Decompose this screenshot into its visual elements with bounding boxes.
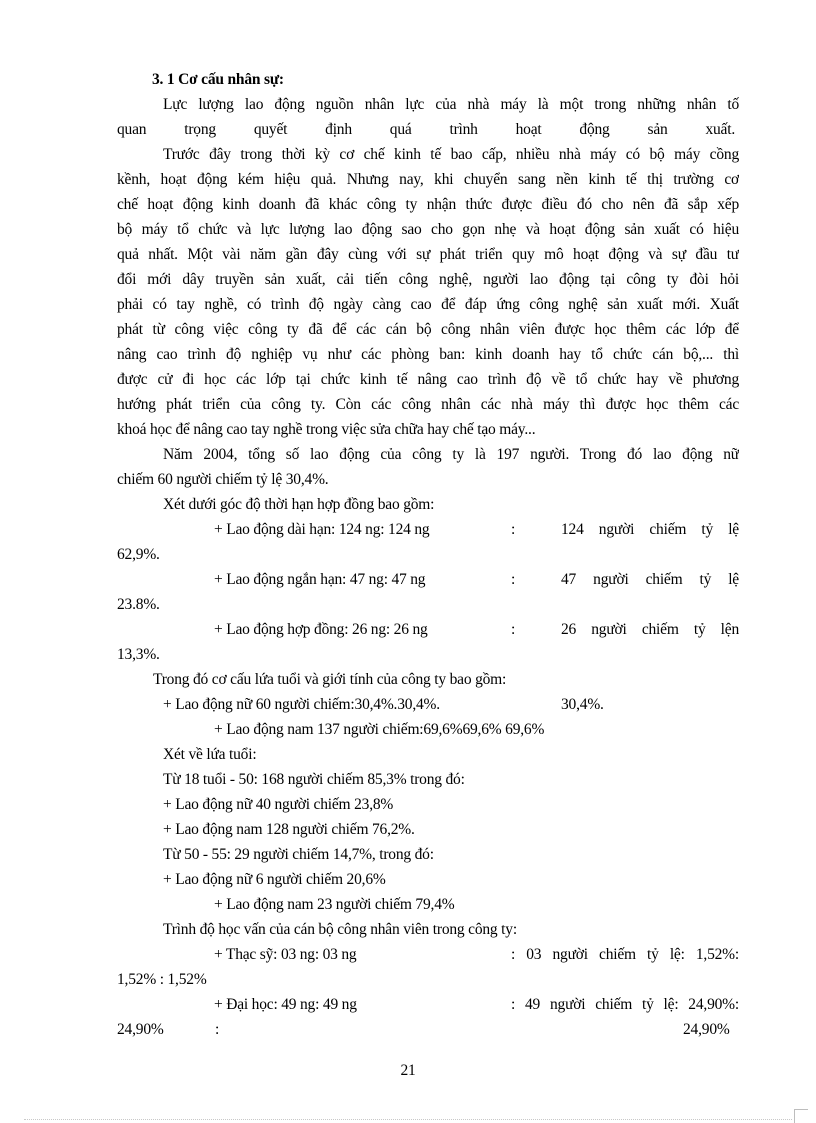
paragraph-line: bộ máy tổ chức và lực lượng lao động sao cho gọn nhẹ và hoạt động sản xuất có hiệu [117, 221, 739, 238]
contract-row-colon: : [511, 621, 516, 638]
contract-row-percent: 13,3%. [117, 646, 160, 663]
contract-row-colon: : [511, 571, 516, 588]
paragraph-line: nâng cao trình độ nghiệp vụ như các phòng ban: kinh doanh hay tổ chức cán bộ,... thì [117, 346, 739, 363]
contract-intro: Xét dưới góc độ thời hạn hợp đồng bao gồm: [163, 496, 435, 513]
age-group-female: + Lao động nữ 6 người chiếm 20,6% [163, 871, 386, 888]
contract-row-value: 47 người chiếm tỷ lệ [561, 571, 739, 588]
education-row-continuation: 24,90% [683, 1021, 730, 1038]
age-group: Từ 18 tuổi - 50: 168 người chiếm 85,3% trong đó: [163, 771, 465, 788]
age-group-female: + Lao động nữ 40 người chiếm 23,8% [163, 796, 394, 813]
education-row-label: + Thạc sỹ: 03 ng: 03 ng [214, 946, 357, 963]
education-row-value: : 03 người chiếm tỷ lệ: 1,52%: [511, 946, 739, 963]
contract-row-label: + Lao động dài hạn: 124 ng: 124 ng [214, 521, 430, 538]
age-group: Từ 50 - 55: 29 người chiếm 14,7%, trong đó: [163, 846, 434, 863]
page-corner-mark [794, 1109, 808, 1123]
age-intro: Xét về lứa tuổi: [163, 746, 257, 763]
paragraph-line: hướng phát triển của công ty. Còn các công nhân các nhà máy thì được học thêm các [117, 396, 739, 413]
contract-row-value: 124 người chiếm tỷ lệ [561, 521, 739, 538]
section-heading: 3. 1 Cơ cấu nhân sự: [152, 71, 284, 88]
paragraph-line: quan trọng quyết định quá trình hoạt động sản xuất. [117, 121, 735, 138]
education-row-label: + Đại học: 49 ng: 49 ng [214, 996, 357, 1013]
gender-intro: Trong đó cơ cấu lứa tuổi và giới tính của công ty bao gồm: [153, 671, 507, 688]
paragraph-line: chế hoạt động kinh doanh đã khác công ty nhận thức được điều đó cho nên đã sắp xếp [117, 196, 739, 213]
paragraph-line: phải có tay nghề, có trình độ ngày càng cao để đáp ứng công nghệ sản xuất mới. Xuất [117, 296, 739, 313]
paragraph-line: kềnh, hoạt động kém hiệu quả. Nhưng nay, khi chuyển sang nền kinh tế thị trường cơ [117, 171, 739, 188]
education-row-continuation: 1,52% : 1,52% [117, 971, 207, 988]
education-row-continuation: 24,90% [117, 1021, 164, 1038]
paragraph-line: được cử đi học các lớp tại chức kinh tế nâng cao trình độ về tổ chức hay về phương [117, 371, 739, 388]
paragraph-line: Năm 2004, tổng số lao động của công ty là 197 người. Trong đó lao động nữ [163, 446, 739, 463]
gender-female-extra: 30,4%. [561, 696, 604, 713]
gender-male: + Lao động nam 137 người chiếm:69,6%69,6% 69,6% [214, 721, 545, 738]
education-intro: Trình độ học vấn của cán bộ công nhân viên trong công ty: [163, 921, 517, 938]
paragraph-line: chiếm 60 người chiếm tỷ lệ 30,4%. [117, 471, 329, 488]
gender-female: + Lao động nữ 60 người chiếm:30,4%.30,4%. [163, 696, 440, 713]
education-row-value: : 49 người chiếm tỷ lệ: 24,90%: [511, 996, 739, 1013]
contract-row-label: + Lao động hợp đồng: 26 ng: 26 ng [214, 621, 428, 638]
page-number: 21 [400, 1062, 416, 1079]
contract-row-value: 26 người chiếm tỷ lện [561, 621, 739, 638]
contract-row-percent: 62,9%. [117, 546, 160, 563]
paragraph-line: đổi mới dây truyền sản xuất, cải tiến công nghệ, người lao động tại công ty đòi hỏi [117, 271, 739, 288]
paragraph-line: khoá học để nâng cao tay nghề trong việc sửa chữa hay chế tạo máy... [117, 421, 536, 438]
paragraph-line: phát từ công việc công ty đã để các cán bộ công nhân viên được học thêm các lớp để [117, 321, 739, 338]
paragraph-line: Trước đây trong thời kỳ cơ chế kinh tế bao cấp, nhiều nhà máy có bộ máy cồng [163, 146, 739, 163]
contract-row-colon: : [511, 521, 516, 538]
contract-row-label: + Lao động ngắn hạn: 47 ng: 47 ng [214, 571, 426, 588]
paragraph-line: quả nhất. Một vài năm gần đây cùng với sự phát triển quy mô hoạt động và sự đầu tư [117, 246, 739, 263]
paragraph-line: Lực lượng lao động nguồn nhân lực của nhà máy là một trong những nhân tố [163, 96, 739, 113]
page-bottom-rule [24, 1119, 792, 1120]
contract-row-percent: 23.8%. [117, 596, 160, 613]
education-row-colon: : [215, 1021, 220, 1038]
age-group-male: + Lao động nam 23 người chiếm 79,4% [214, 896, 455, 913]
age-group-male: + Lao động nam 128 người chiếm 76,2%. [163, 821, 415, 838]
